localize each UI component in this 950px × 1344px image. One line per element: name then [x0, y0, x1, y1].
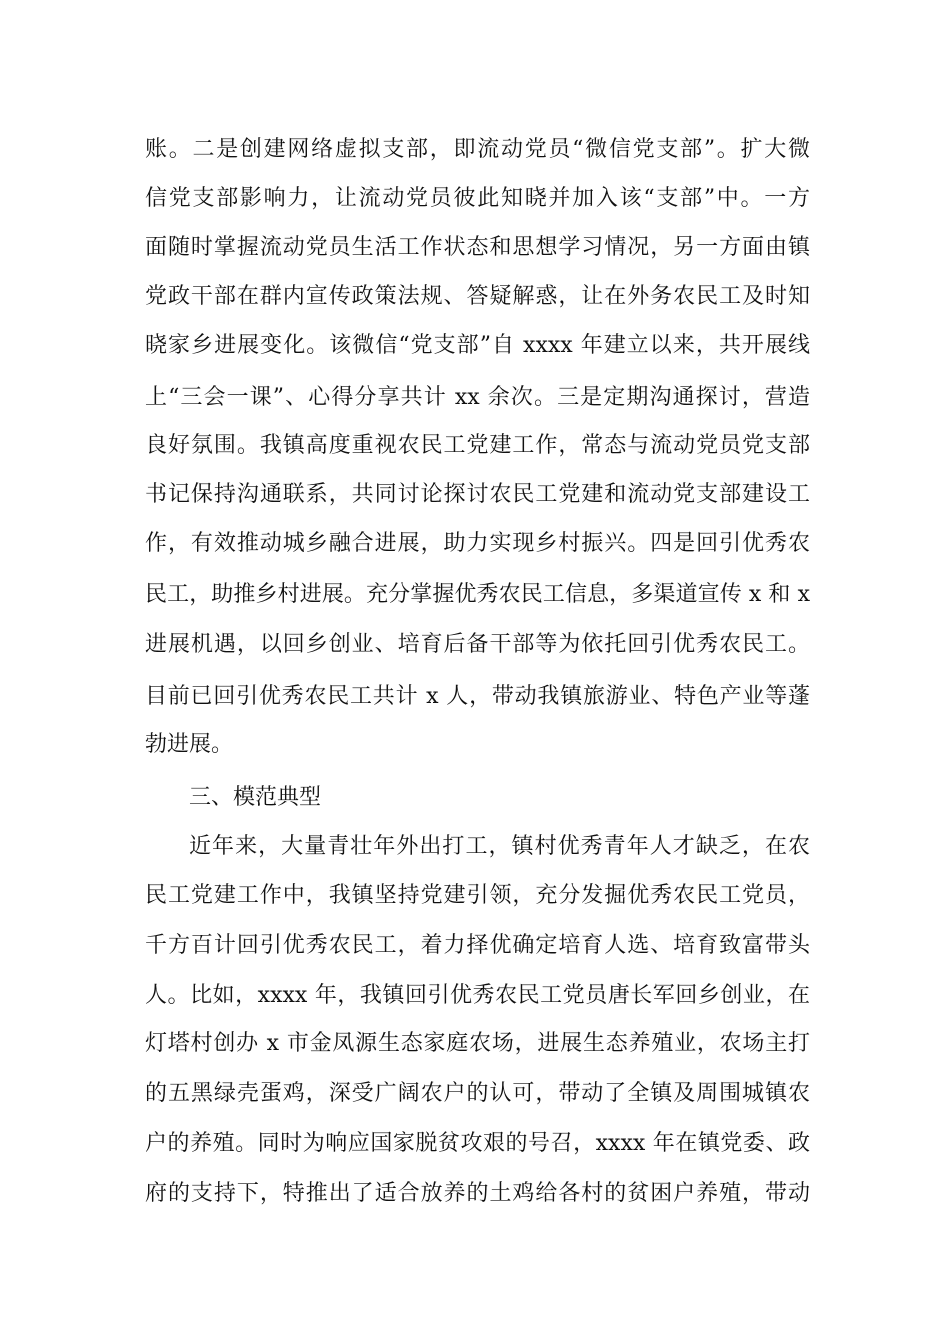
paragraph-2-line: 的五黑绿壳蛋鸡，深受广阔农户的认可，带动了全镇及周围城镇农 — [145, 1081, 810, 1106]
paragraph-1-line: 书记保持沟通联系，共同讨论探讨农民工党建和流动党支部建设工 — [145, 482, 810, 507]
paragraph-1-line: 作，有效推动城乡融合进展，助力实现乡村振兴。四是回引优秀农 — [145, 531, 810, 556]
paragraph-1-line: 信党支部影响力，让流动党员彼此知晓并加入该“支部”中。一方 — [145, 186, 810, 211]
paragraph-2-line: 民工党建工作中，我镇坚持党建引领，充分发掘优秀农民工党员， — [145, 883, 810, 908]
paragraph-1-line: 党政干部在群内宣传政策法规、答疑解惑，让在外务农民工及时知 — [145, 284, 810, 309]
paragraph-2-line: 人。比如，xxxx 年，我镇回引优秀农民工党员唐长军回乡创业，在 — [145, 983, 810, 1008]
paragraph-1-line: 晓家乡进展变化。该微信“党支部”自 xxxx 年建立以来，共开展线 — [145, 333, 810, 358]
paragraph-2-line: 千方百计回引优秀农民工，着力择优确定培育人选、培育致富带头 — [145, 933, 810, 958]
paragraph-1-line: 上“三会一课”、心得分享共计 xx 余次。三是定期沟通探讨，营造 — [145, 385, 810, 410]
paragraph-1-line: 良好氛围。我镇高度重视农民工党建工作，常态与流动党员党支部 — [145, 433, 810, 458]
paragraph-2-line: 府的支持下，特推出了适合放养的土鸡给各村的贫困户养殖，带动 — [145, 1181, 810, 1206]
paragraph-2-line: 灯塔村创办 x 市金凤源生态家庭农场，进展生态养殖业，农场主打 — [145, 1031, 810, 1056]
section-heading: 三、模范典型 — [189, 785, 322, 810]
paragraph-2-line: 户的养殖。同时为响应国家脱贫攻艰的号召，xxxx 年在镇党委、政 — [145, 1131, 810, 1156]
paragraph-1-line: 账。二是创建网络虚拟支部，即流动党员“微信党支部”。扩大微 — [145, 137, 810, 162]
paragraph-1-line: 民工，助推乡村进展。充分掌握优秀农民工信息，多渠道宣传 x 和 x — [145, 582, 810, 607]
paragraph-2-line: 近年来，大量青壮年外出打工，镇村优秀青年人才缺乏，在农 — [189, 834, 810, 859]
paragraph-1-line: 勃进展。 — [145, 732, 234, 757]
paragraph-1-line: 进展机遇，以回乡创业、培育后备干部等为依托回引优秀农民工。 — [145, 632, 810, 657]
paragraph-1-line: 目前已回引优秀农民工共计 x 人，带动我镇旅游业、特色产业等蓬 — [145, 684, 810, 709]
paragraph-1-line: 面随时掌握流动党员生活工作状态和思想学习情况，另一方面由镇 — [145, 235, 810, 260]
